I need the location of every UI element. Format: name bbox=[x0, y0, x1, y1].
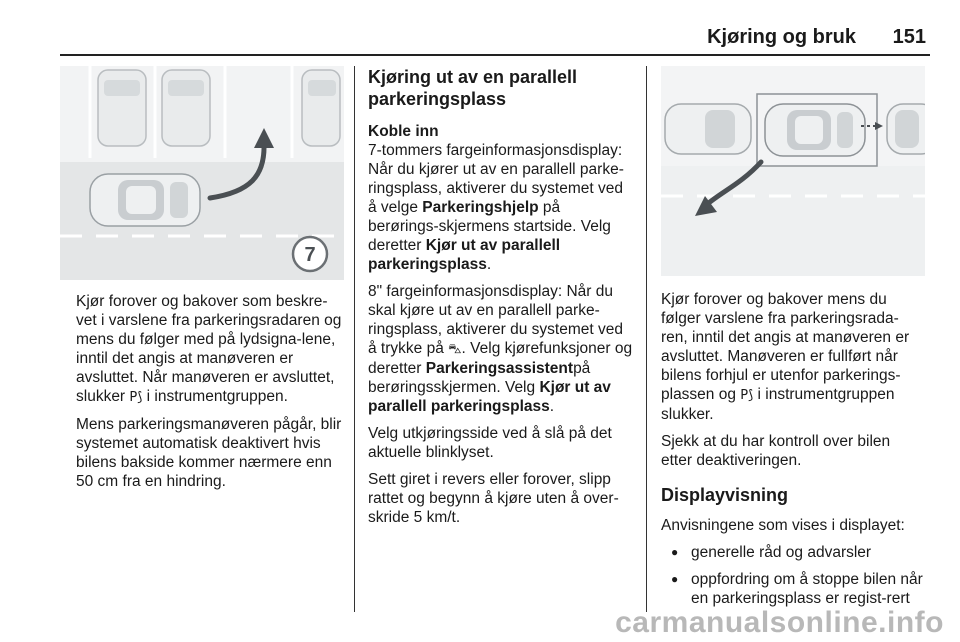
paragraph-gear: Sett giret i revers eller forover, slipp rattet og begynn å kjøre uten å over-skride 5 km/t. bbox=[368, 471, 619, 526]
menu-term: Kjør ut av parallell parkeringsplass bbox=[368, 379, 611, 415]
parking-assist-icon: P⟆ bbox=[129, 390, 143, 405]
parking-scene-right bbox=[661, 66, 925, 276]
parking-assist-icon: P⟆ bbox=[740, 388, 754, 403]
paragraph-display-intro: Anvisningene som vises i displayet: bbox=[661, 517, 905, 534]
paragraph-7inch bbox=[368, 141, 634, 274]
paragraph-indicator: Velg utkjøringsside ved å slå på det aktuelle blinklyset. bbox=[368, 425, 612, 461]
paragraph-text: 8" fargeinformasjonsdisplay: Når du skal kjøre ut av en parallell parke-ringsplass, aktiverer du systemet ved å trykke på bbox=[368, 283, 623, 357]
paragraph-text: Kjør forover og bakover som beskre-vet i varslene fra parkeringsradaren og mens du følger med på lydsigna-lene, inntil det angis at manøveren er avsluttet. Når manøveren er avsluttet, slukker bbox=[76, 293, 342, 405]
display-messages-list bbox=[661, 543, 925, 608]
paragraph-text: Kjør forover og bakover mens du følger varslene fra parkeringsrada-ren, inntil det angis at manøveren er avsluttet. Manøveren er fullført når bilens forhjul er utenfor parkerings-plassen og bbox=[661, 291, 910, 403]
section-heading: Kjøring ut av en parallell parkeringsplass bbox=[368, 67, 578, 109]
list-item: ● oppfordring om å stoppe bilen når en parkeringsplass er regist-rert bbox=[661, 570, 925, 608]
column-left bbox=[76, 292, 344, 499]
column-middle bbox=[368, 66, 634, 535]
subsection-heading: Koble inn bbox=[368, 123, 439, 140]
section-title: Kjøring og bruk bbox=[707, 26, 856, 48]
paragraph-maneuver-complete bbox=[661, 290, 925, 424]
menu-term: Parkeringshjelp bbox=[422, 199, 539, 216]
watermark: carmanualsonline.info bbox=[615, 606, 944, 639]
column-right bbox=[661, 290, 925, 616]
paragraph-deactivation: Mens parkeringsmanøveren pågår, blir systemet automatisk deaktivert hvis bilens bakside kommer nærmere enn 50 cm fra en hindring. bbox=[76, 416, 342, 490]
paragraph-text: på berøringsskjermen. Velg bbox=[368, 360, 591, 396]
list-item: ● generelle råd og advarsler bbox=[661, 543, 925, 562]
section-heading-display: Displayvisning bbox=[661, 485, 789, 505]
parking-illustration-right bbox=[661, 66, 925, 276]
paragraph-8inch bbox=[368, 282, 634, 416]
paragraph-control: Sjekk at du har kontroll over bilen etter deaktiveringen. bbox=[661, 433, 891, 469]
paragraph-text: 7-tommers fargeinformasjonsdisplay: Når du kjører ut av en parallell parke-ringsplass, aktiverer du systemet ved å velge bbox=[368, 142, 624, 216]
page-number: 151 bbox=[892, 26, 926, 48]
figure-number: 7 bbox=[304, 244, 316, 266]
parking-illustration-left bbox=[60, 66, 344, 280]
paragraph-text: i instrumentgruppen. bbox=[142, 388, 288, 405]
column-divider bbox=[646, 66, 647, 612]
paragraph-maneuver bbox=[76, 292, 344, 407]
column-divider bbox=[354, 66, 355, 612]
paragraph-text: på berørings-skjermens startside. Velg deretter bbox=[368, 199, 611, 254]
page-header bbox=[60, 24, 930, 56]
parking-scene-left bbox=[60, 66, 344, 280]
paragraph-text: i instrumentgruppen slukker. bbox=[661, 386, 895, 423]
paragraph-text: . bbox=[486, 256, 492, 273]
menu-term: Parkeringsassistent bbox=[425, 360, 574, 377]
menu-term: Kjør ut av parallell parkeringsplass bbox=[368, 237, 561, 273]
car-icon: ⛍ bbox=[448, 342, 462, 357]
paragraph-text: . Velg kjørefunksjoner og deretter bbox=[368, 340, 633, 377]
paragraph-text: . bbox=[549, 398, 555, 415]
